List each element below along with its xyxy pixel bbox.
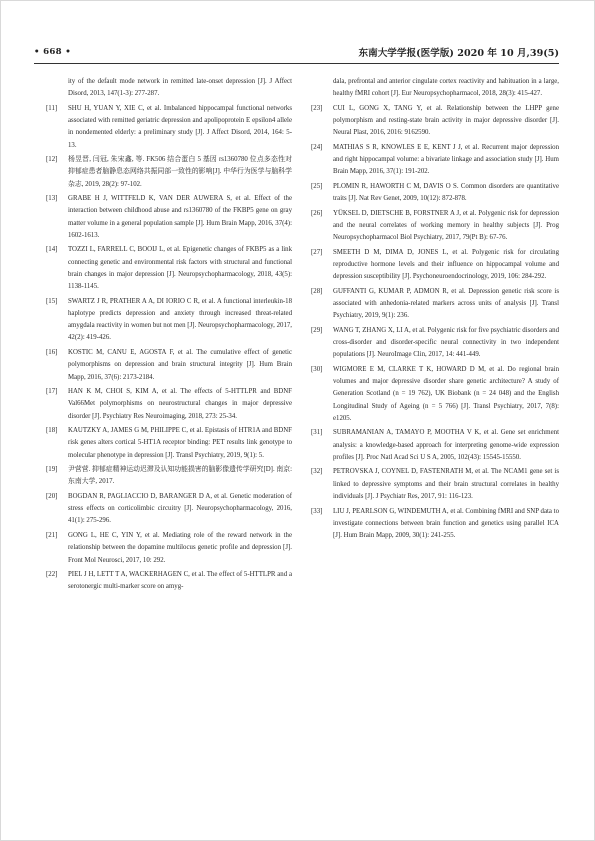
reference-entry bbox=[46, 296, 292, 345]
reference-number: [16] bbox=[46, 349, 58, 357]
reference-text: WIGMORE E M, CLARKE T K, HOWARD D M, et al. Do regional brain volumes and major depressive disorder share genetic architecture? A study of Generation Scotland (n = 19 762), UK Biobank (n = 24 048) and the English Longitudinal Study of Ageing (n = 5 766) [J]. Transl Psychiatry, 2017, 7(8): e1205. bbox=[333, 365, 559, 422]
reference-continuation bbox=[46, 76, 292, 101]
reference-entry bbox=[311, 103, 559, 140]
reference-entry bbox=[311, 247, 559, 284]
reference-text: ity of the default mode network in remitted late-onset depression [J]. J Affect Disord, 2013, 147(1-3): 277-287. bbox=[68, 78, 292, 98]
reference-text: CUI L, GONG X, TANG Y, et al. Relationship between the LHPP gene polymorphism and resting-state brain activity in major depressive disorder [J]. Neural Plast, 2016, 2016: 9162590. bbox=[333, 104, 559, 137]
reference-entry bbox=[311, 286, 559, 323]
reference-number: [12] bbox=[46, 156, 58, 164]
reference-entry bbox=[46, 244, 292, 293]
reference-entry bbox=[311, 364, 559, 425]
reference-entry bbox=[46, 103, 292, 152]
reference-number: [21] bbox=[46, 532, 58, 540]
reference-number: [14] bbox=[46, 246, 58, 254]
reference-number: [11] bbox=[46, 104, 58, 112]
reference-entry bbox=[311, 181, 559, 206]
reference-number: [33] bbox=[311, 507, 323, 515]
reference-text: TOZZI L, FARRELL C, BOOIJ L, et al. Epigenetic changes of FKBP5 as a link connecting genetic and environmental risk factors with structural and functional brain changes in major depression [J]. Neuropsychopharmacology, 2018, 43(5): 1138-1145. bbox=[68, 246, 292, 291]
running-header bbox=[34, 41, 559, 64]
reference-number: [25] bbox=[311, 182, 323, 190]
reference-text: WANG T, ZHANG X, LI A, et al. Polygenic risk for five psychiatric disorders and cross-disorder and disorder-specific neural connectivity in two independent populations [J]. NeuroImage Clin, 2017, 14: 441-449. bbox=[333, 326, 559, 359]
reference-entry bbox=[311, 427, 559, 464]
reference-continuation bbox=[311, 76, 559, 101]
reference-text: MATHIAS S R, KNOWLES E E, KENT J J, et al. Recurrent major depression and right hippocampal volume: a bivariate linkage and association study [J]. Hum Brain Mapp, 2016, 37(1): 191-202. bbox=[333, 143, 559, 176]
reference-text: SUBRAMANIAN A, TAMAYO P, MOOTHA V K, et al. Gene set enrichment analysis: a knowledge-based approach for interpreting genome-wide expression profiles [J]. Proc Natl Acad Sci U S A, 2005, 102(43): 15545-15550. bbox=[333, 429, 559, 461]
reference-text: PETROVSKA J, COYNEL D, FASTENRATH M, et al. The NCAM1 gene set is linked to depressive symptoms and their brain structural correlates in healthy individuals [J]. J Psychiatr Res, 2017, 91: 116-123. bbox=[333, 468, 559, 500]
reference-text: KAUTZKY A, JAMES G M, PHILIPPE C, et al. Epistasis of HTR1A and BDNF risk genes alters cortical 5-HT1A receptor binding: PET results link genotype to molecular phenotype in depression [J]. Transl Psychiatry, 2019, 9(1): 5. bbox=[68, 427, 292, 459]
reference-number: [15] bbox=[46, 297, 58, 305]
reference-entry bbox=[311, 466, 559, 503]
reference-number: [29] bbox=[311, 326, 323, 334]
reference-entry bbox=[46, 347, 292, 384]
reference-entry bbox=[46, 491, 292, 528]
reference-number: [20] bbox=[46, 492, 58, 500]
reference-number: [24] bbox=[311, 143, 323, 151]
reference-number: [30] bbox=[311, 365, 323, 373]
reference-number: [17] bbox=[46, 388, 58, 396]
reference-number: [31] bbox=[311, 429, 323, 437]
reference-text: GRABE H J, WITTFELD K, VAN DER AUWERA S, et al. Effect of the interaction between childhood abuse and rs1360780 of the FKBP5 gene on gray matter volume in a general population sample [J]. Hum Brain Mapp, 2016, 37(4): 1602-1613. bbox=[68, 195, 292, 239]
reference-number: [18] bbox=[46, 427, 58, 435]
reference-text: HAN K M, CHOI S, KIM A, et al. The effects of 5-HTTLPR and BDNF Val66Met polymorphisms on neurostructural changes in major depressive disorder [J]. Psychiatry Res Neuroimaging, 2018, 273: 25-34. bbox=[68, 388, 292, 420]
reference-entry bbox=[46, 386, 292, 423]
reference-entry bbox=[311, 506, 559, 543]
reference-number: [26] bbox=[311, 209, 323, 217]
reference-text: SMEETH D M, DIMA D, JONES L, et al. Polygenic risk for circulating reproductive hormone levels and their influence on hippocampal volume and depression susceptibility [J]. Psychoneuroendocrinology, 2019, 106: 284-292. bbox=[333, 248, 559, 281]
reference-entry bbox=[311, 325, 559, 362]
reference-number: [32] bbox=[311, 468, 323, 476]
reference-number: [28] bbox=[311, 287, 323, 295]
reference-text: PIEL J H, LETT T A, WACKERHAGEN C, et al. The effect of 5-HTTLPR and a serotonergic multi-marker score on amyg- bbox=[68, 571, 292, 591]
reference-text: YÜKSEL D, DIETSCHE B, FORSTNER A J, et al. Polygenic risk for depression and the neural correlates of working memory in healthy subjects [J]. Prog Neuropsychopharmacol Biol Psychiatry, 2017, 79(Pt B): 67-76. bbox=[333, 209, 559, 242]
reference-text: GUFFANTI G, KUMAR P, ADMON R, et al. Depression genetic risk score is associated with anhedonia-related markers across units of analysis [J]. Transl Psychiatry, 2019, 9(1): 236. bbox=[333, 287, 559, 320]
reference-text: PLOMIN R, HAWORTH C M, DAVIS O S. Common disorders are quantitative traits [J]. Nat Rev Genet, 2009, 10(12): 872-878. bbox=[333, 182, 559, 203]
reference-text: 杨昱晋, 闫冠, 朱宋鑫, 等. FK506 结合蛋白 5 基因 rs1360780 位点多态性对抑郁症患者脑静息态网络共振同部一致性的影响[J]. 中华行为医学与脑科学杂志, 2019, 28(2): 97-102. bbox=[68, 156, 292, 188]
reference-entry bbox=[311, 142, 559, 179]
reference-text: 尹营营. 抑郁症精神运动迟滞及认知功能损害的脑影像遗传学研究[D]. 南京: 东南大学, 2017. bbox=[68, 466, 292, 486]
right-column bbox=[311, 76, 559, 545]
reference-text: dala, prefrontal and anterior cingulate cortex reactivity and habituation in a large, healthy fMRI cohort [J]. Eur Neuropsychopharmacol, 2018, 28(3): 415-427. bbox=[333, 78, 559, 98]
reference-number: [19] bbox=[46, 466, 58, 474]
left-column bbox=[46, 76, 292, 596]
reference-number: [23] bbox=[311, 104, 323, 112]
reference-text: KOSTIC M, CANU E, AGOSTA F, et al. The cumulative effect of genetic polymorphisms on depression and brain structural integrity [J]. Hum Brain Mapp, 2016, 37(6): 2173-2184. bbox=[68, 349, 292, 381]
reference-entry bbox=[46, 154, 292, 191]
reference-text: BOGDAN R, PAGLIACCIO D, BARANGER D A, et al. Genetic moderation of stress effects on corticolimbic circuitry [J]. Neuropsychopharmacology, 2016, 41(1): 275-296. bbox=[68, 492, 292, 525]
reference-text: SHU H, YUAN Y, XIE C, et al. Imbalanced hippocampal functional networks associated with remitted geriatric depression and apolipoprotein E epsilon4 allele in nondemented elderly: a preliminary study [J]. J Affect Disord, 2014, 164: 5-13. bbox=[68, 104, 292, 149]
reference-number: [22] bbox=[46, 571, 58, 579]
journal-info: 东南大学学报(医学版) 2020 年 10 月,39(5) bbox=[358, 48, 559, 59]
reference-entry bbox=[311, 208, 559, 245]
reference-entry bbox=[46, 464, 292, 489]
reference-entry bbox=[46, 569, 292, 594]
page-number: • 668 • bbox=[34, 47, 72, 57]
reference-text: SWARTZ J R, PRATHER A A, DI IORIO C R, et al. A functional interleukin-18 haplotype predicts depression and anxiety through increased threat-related amygdala reactivity in women but not men [J]. Neuropsychopharmacology, 2017, 42(2): 419-426. bbox=[68, 297, 292, 342]
reference-entry bbox=[46, 530, 292, 567]
reference-entry bbox=[46, 193, 292, 242]
reference-entry bbox=[46, 425, 292, 462]
reference-number: [27] bbox=[311, 248, 323, 256]
reference-text: GONG L, HE C, YIN Y, et al. Mediating role of the reward network in the relationship between the dopamine multilocus genetic profile and depression [J]. Front Mol Neurosci, 2017, 10: 292. bbox=[68, 532, 292, 564]
reference-number: [13] bbox=[46, 195, 58, 203]
reference-text: LIU J, PEARLSON G, WINDEMUTH A, et al. Combining fMRI and SNP data to investigate connections between brain function and genetics using parallel ICA [J]. Hum Brain Mapp, 2009, 30(1): 241-255. bbox=[333, 507, 559, 540]
